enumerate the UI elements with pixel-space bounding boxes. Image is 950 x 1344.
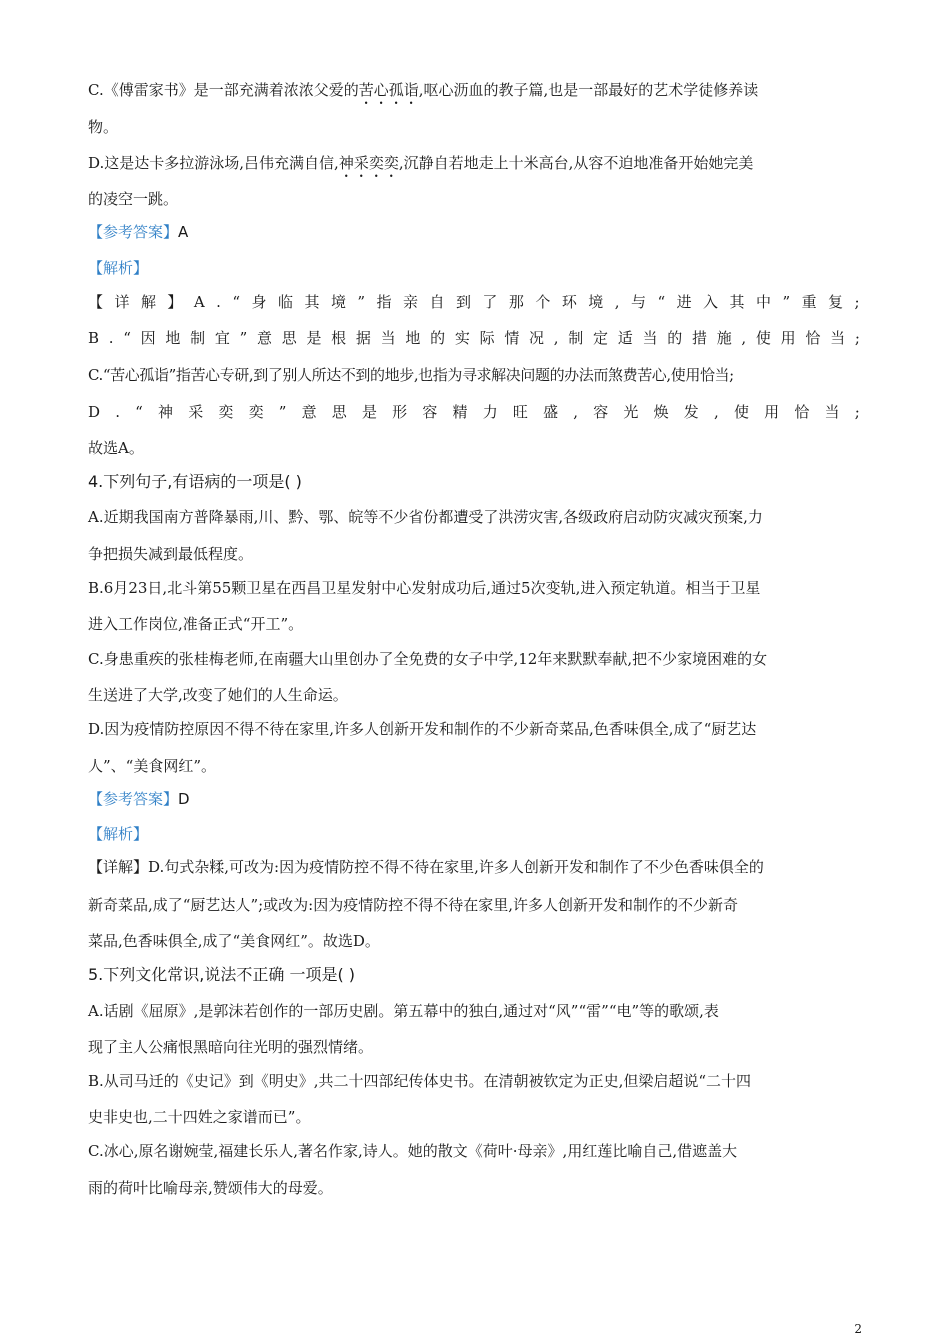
q5-option-line: C.冰心,原名谢婉莹,福建长乐人,著名作家,诗人。她的散文《荷叶·母亲》,用红莲比喻自己,借遮盖大 bbox=[88, 1142, 738, 1160]
q3-detail-line: D . “ 神 采 奕 奕 ” 意 思 是 形 容 精 力 旺 盛 , 容 光 焕 发 , 使 用 恰 当 ; bbox=[88, 403, 860, 421]
q5-option-line: 现了主人公痛恨黑暗向往光明的强烈情绪。 bbox=[88, 1038, 374, 1056]
answer-tag: 【参考答案】 bbox=[88, 223, 179, 241]
q4-analysis-tag: 【解析】 bbox=[88, 825, 149, 843]
q3-option-d: D.这是达卡多拉游泳场,吕伟充满自信,神采奕奕,沉静自若地走上十米高台,从容不迫地准备开始她完美 bbox=[88, 154, 754, 172]
q3-detail-line: C.“苦心孤诣”指苦心专研,到了别人所达不到的地步,也指为寻求解决问题的办法而煞费苦心,使用恰当; bbox=[88, 366, 734, 384]
q4-option-line: 争把损失减到最低程度。 bbox=[88, 545, 254, 563]
q4-option-line: A.近期我国南方普降暴雨,川、黔、鄂、皖等不少省份都遭受了洪涝灾害,各级政府启动防灾减灾预案,力 bbox=[88, 508, 763, 526]
q3-answer bbox=[88, 222, 188, 242]
q4-detail-line: 【详解】D.句式杂糅,可改为:因为疫情防控不得不待在家里,许多人创新开发和制作了不少色香味俱全的 bbox=[88, 858, 764, 876]
q5-option-line: B.从司马迁的《史记》到《明史》,共二十四部纪传体史书。在清朝被钦定为正史,但梁启超说“二十四 bbox=[88, 1072, 752, 1090]
q4-option-line: 进入工作岗位,准备正式“开工”。 bbox=[88, 615, 304, 633]
q3-detail-line: 【 详 解 】 A . “ 身 临 其 境 ” 指 亲 自 到 了 那 个 环 境 , 与 “ 进 入 其 中 ” 重 复 ; bbox=[88, 293, 860, 311]
q4-option-line: D.因为疫情防控原因不得不待在家里,许多人创新开发和制作的不少新奇菜品,色香味俱全,成了“厨艺达 bbox=[88, 720, 757, 738]
answer-value: D bbox=[178, 790, 190, 808]
q5-option-line: 史非史也,二十四姓之家谱而已”。 bbox=[88, 1108, 311, 1126]
q3-analysis-tag: 【解析】 bbox=[88, 259, 149, 277]
q3-option-d-cont: 的凌空一跳。 bbox=[88, 190, 179, 208]
q3-detail-line: 故选A。 bbox=[88, 439, 144, 457]
q4-option-line: B.6月23日,北斗第55颗卫星在西昌卫星发射中心发射成功后,通过5次变轨,进入预定轨道。相当于卫星 bbox=[88, 579, 761, 597]
q3-option-c: C.《傅雷家书》是一部充满着浓浓父爱的苦心孤诣,呕心沥血的教子篇,也是一部最好的艺术学徒修养读 bbox=[88, 81, 759, 99]
q4-option-line: C.身患重疾的张桂梅老师,在南疆大山里创办了全免费的女子中学,12年来默默奉献,把不少家境困难的女 bbox=[88, 650, 768, 668]
q4-option-line: 生送进了大学,改变了她们的人生命运。 bbox=[88, 686, 348, 704]
q5-option-line: 雨的荷叶比喻母亲,赞颂伟大的母爱。 bbox=[88, 1179, 333, 1197]
answer-value: A bbox=[178, 223, 189, 241]
q4-answer bbox=[88, 789, 190, 809]
q3-option-c-cont: 物。 bbox=[88, 118, 119, 136]
q4-detail-line: 菜品,色香味俱全,成了“美食网红”。故选D。 bbox=[88, 932, 380, 950]
q4-stem: 4.下列句子,有语病的一项是( ) bbox=[88, 472, 302, 491]
q4-option-line: 人”、“美食网红”。 bbox=[88, 757, 217, 775]
q5-stem: 5.下列文化常识,说法不正确 一项是( ) bbox=[88, 965, 356, 984]
q3-detail-line: B . “ 因 地 制 宜 ” 意 思 是 根 据 当 地 的 实 际 情 况 , 制 定 适 当 的 措 施 , 使 用 恰 当 ; bbox=[88, 329, 860, 347]
q5-option-line: A.话剧《屈原》,是郭沫若创作的一部历史剧。第五幕中的独白,通过对“风”“雷”“电”等的歌颂,表 bbox=[88, 1002, 719, 1020]
q3-option-c-term: 苦心孤诣 bbox=[358, 81, 419, 99]
page-number: 2 bbox=[854, 1322, 862, 1336]
answer-tag: 【参考答案】 bbox=[88, 790, 179, 808]
q3-option-d-term: 神采奕奕 bbox=[338, 154, 399, 172]
q4-detail-line: 新奇菜品,成了“厨艺达人”;或改为:因为疫情防控不得不待在家里,许多人创新开发和制作的不少新奇 bbox=[88, 896, 738, 914]
